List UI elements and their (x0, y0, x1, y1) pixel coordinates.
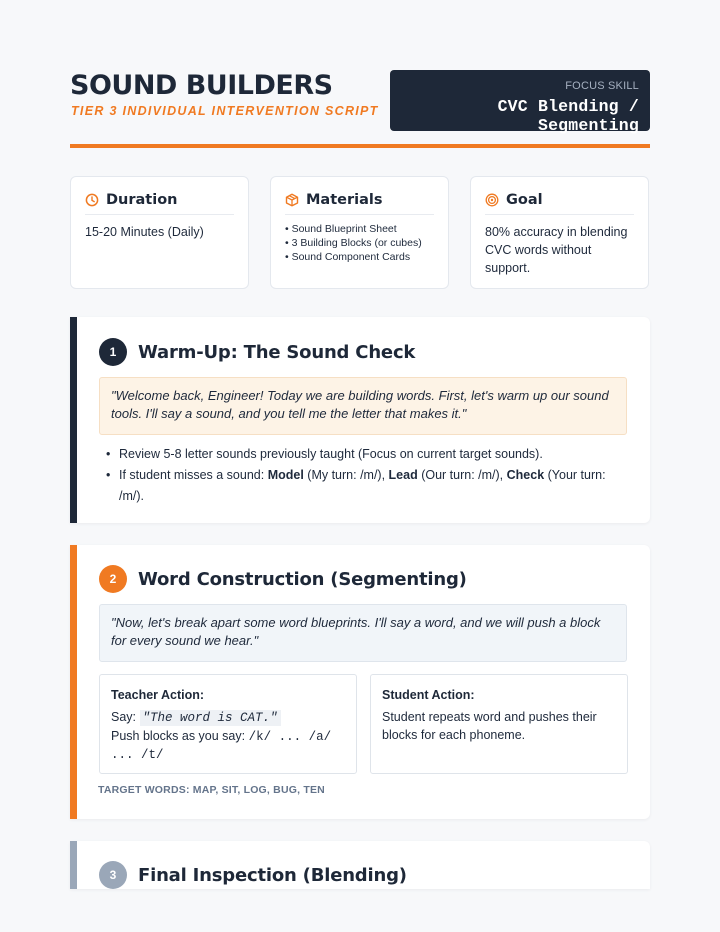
section-header (99, 565, 467, 593)
goal-card (470, 176, 649, 289)
target-words: TARGET WORDS: MAP, SIT, LOG, BUG, TEN (98, 784, 325, 796)
materials-card-header (285, 192, 434, 215)
script-quote: "Welcome back, Engineer! Today we are building words. First, let's warm up our sound tools. I'll say a sound, and you tell me the letter that makes it." (99, 377, 627, 435)
teacher-push-line (111, 727, 345, 746)
section-accent-bar (70, 545, 77, 819)
list-item: • Sound Blueprint Sheet (285, 222, 434, 236)
goal-text: 80% accuracy in blending CVC words without support. (485, 225, 628, 275)
say-prefix: Say: (111, 710, 140, 724)
step-text: (Our turn: /m/), (417, 468, 507, 482)
model-term: Model (267, 468, 304, 482)
list-item: • 3 Building Blocks (or cubes) (285, 236, 434, 250)
push-prefix: Push blocks as you say: (111, 729, 249, 743)
section-title: Final Inspection (Blending) (138, 864, 407, 886)
materials-list (285, 222, 434, 264)
script-quote: "Now, let's break apart some word blueprints. I'll say a word, and we will push a block for every sound we hear." (99, 604, 627, 662)
teacher-action-box (99, 674, 357, 774)
section-title: Word Construction (Segmenting) (138, 568, 467, 590)
duration-card (70, 176, 249, 289)
section-title: Warm-Up: The Sound Check (138, 341, 416, 363)
list-item (119, 465, 619, 507)
teacher-say-line (111, 708, 345, 727)
list-item: • Sound Component Cards (285, 250, 434, 264)
lead-term: Lead (388, 468, 418, 482)
section-warm-up (70, 317, 650, 523)
push-sounds-continued: ... /t/ (111, 748, 164, 762)
section-number-badge: 3 (99, 861, 127, 889)
student-action-text: Student repeats word and pushes their blocks for each phoneme. (382, 710, 597, 742)
focus-skill-box (390, 70, 650, 135)
goal-label: Goal (506, 192, 543, 208)
focus-skill-value: CVC Blending / Segmenting (497, 97, 639, 135)
page-subtitle: TIER 3 INDIVIDUAL INTERVENTION SCRIPT (71, 104, 379, 118)
focus-skill-label: FOCUS SKILL (565, 80, 639, 92)
section-word-construction (70, 545, 650, 819)
duration-card-header (85, 192, 234, 215)
clock-icon (85, 193, 99, 207)
page-title: SOUND BUILDERS (70, 70, 333, 101)
materials-card (270, 176, 449, 289)
say-script: "The word is CAT." (140, 710, 281, 726)
step-text: If student misses a sound: (119, 468, 268, 482)
check-term: Check (506, 468, 545, 482)
step-text: (Your turn: /m/). (119, 468, 606, 503)
teacher-action-heading: Teacher Action: (111, 688, 205, 702)
goal-card-header (485, 192, 634, 215)
section-accent-bar (70, 841, 77, 889)
section-number-badge: 2 (99, 565, 127, 593)
header-divider (70, 144, 650, 148)
duration-text: 15-20 Minutes (Daily) (85, 225, 204, 239)
section-header (99, 861, 407, 889)
materials-label: Materials (306, 192, 383, 208)
push-sounds: /k/ ... /a/ (248, 730, 332, 744)
section-header (99, 338, 415, 366)
section-accent-bar (70, 317, 77, 523)
box-icon (285, 193, 299, 207)
list-item: • Review 5-8 letter sounds previously taught (Focus on current target sounds). (119, 444, 619, 465)
student-action-box (370, 674, 628, 774)
warm-up-steps (119, 444, 619, 507)
step-text: (My turn: /m/), (303, 468, 389, 482)
duration-label: Duration (106, 192, 178, 208)
section-final-inspection (70, 841, 650, 889)
student-action-heading: Student Action: (382, 688, 475, 702)
section-number-badge: 1 (99, 338, 127, 366)
target-icon (485, 193, 499, 207)
